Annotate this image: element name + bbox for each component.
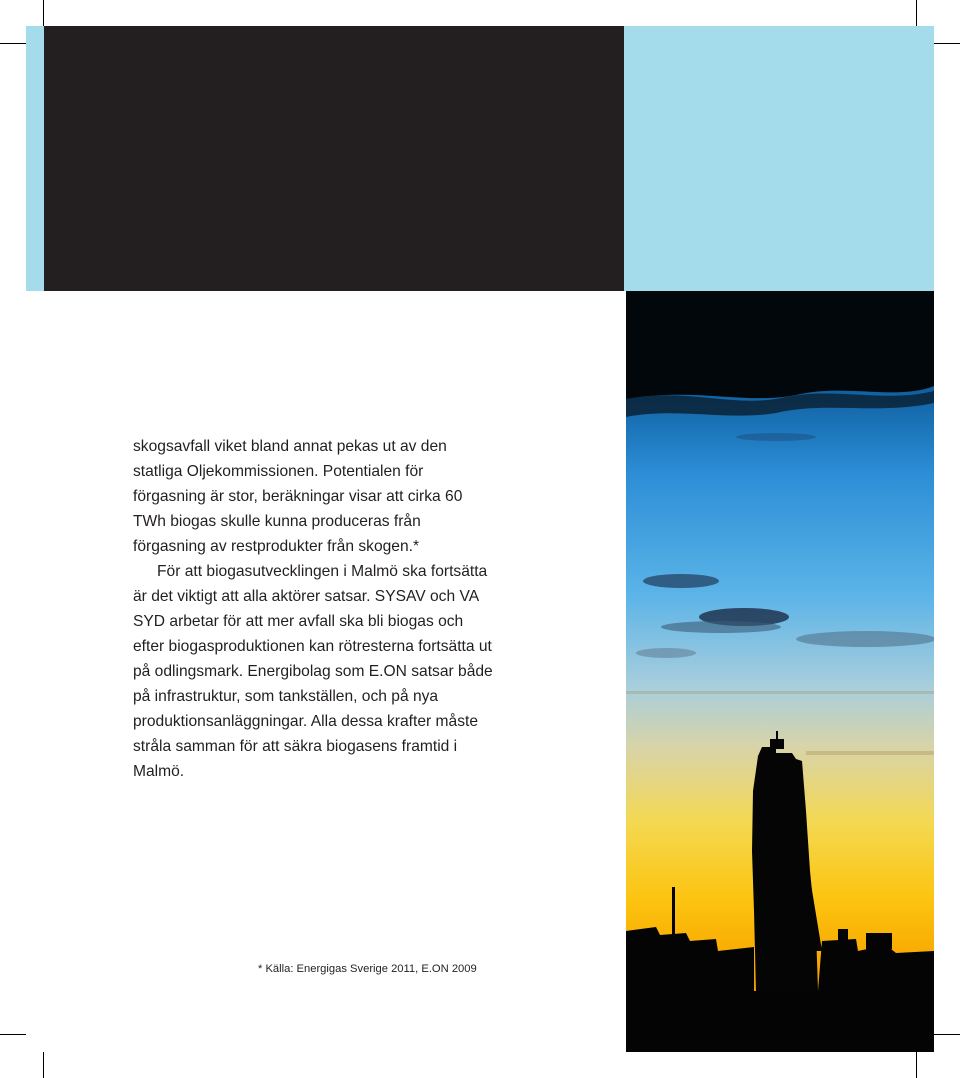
crop-mark-top-left-h xyxy=(0,43,26,44)
article-paragraph: skogsavfall viket bland annat pekas ut av den statliga Oljekommissionen. Potentialen för förgasning är stor, beräkningar visar att cirka 60 TWh biogas skulle kunna produceras från förgasning av restprodukter från skogen.* xyxy=(133,438,463,555)
crop-mark-bottom-right-h xyxy=(934,1034,960,1035)
source-footnote: * Källa: Energigas Sverige 2011, E.ON 2009 xyxy=(258,963,477,975)
cyan-strip-left xyxy=(26,26,44,291)
crop-mark-top-left-v xyxy=(43,0,44,26)
crop-mark-bottom-right-v xyxy=(916,1052,917,1078)
cyan-block-right xyxy=(624,26,934,291)
crop-mark-top-right-v xyxy=(916,0,917,26)
article-paragraph: För att biogasutvecklingen i Malmö ska fortsätta är det viktigt att alla aktörer satsar. SYSAV och VA SYD arbetar för att mer avfall ska bli biogas och efter biogasproduktionen kan rötresterna fortsätta ut på odlingsmark. Energibolag som E.ON satsar både på infrastruktur, som tankställen, och på nya produktionsanläggningar. Alla dessa krafter måste stråla samman för att säkra biogasens framtid i Malmö. xyxy=(133,563,493,780)
crop-mark-top-right-h xyxy=(934,43,960,44)
article-body xyxy=(133,434,493,784)
dark-header-block xyxy=(44,26,624,291)
skyline-photo xyxy=(626,291,934,1052)
crop-mark-bottom-left-h xyxy=(0,1034,26,1035)
crop-mark-bottom-left-v xyxy=(43,1052,44,1078)
